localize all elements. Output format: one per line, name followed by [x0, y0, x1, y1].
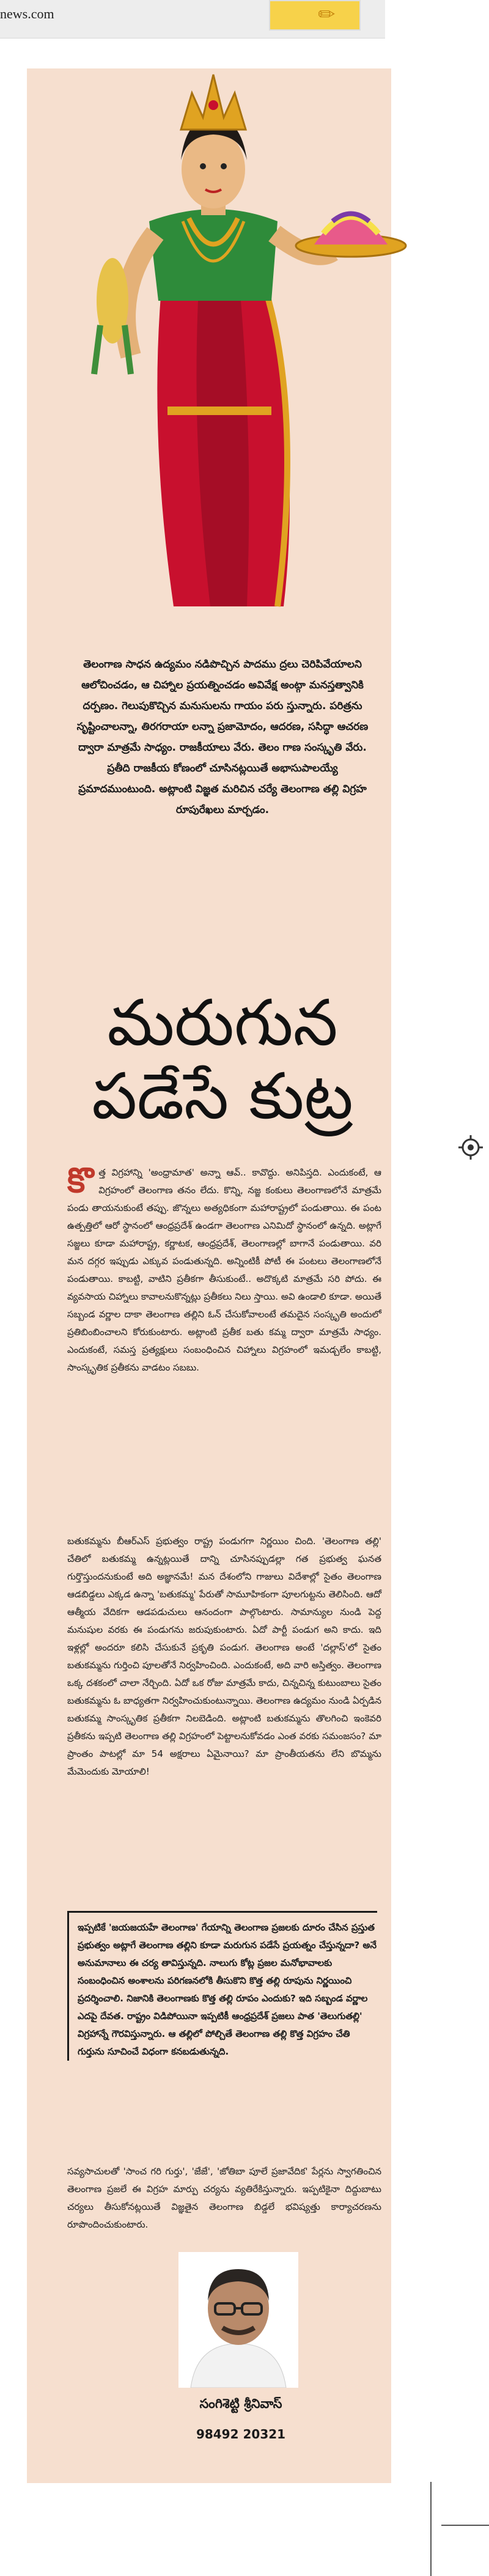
- crosshair-navigation-icon[interactable]: [457, 1134, 484, 1161]
- author-phone: 98492 20321: [196, 2427, 286, 2442]
- body-paragraph-3: సవ్యసాచులతో 'సాంచ గరి గుర్తు', 'జేజే', 'జోతిబా పూలే ప్రజావేదిక' పేర్లను స్వాగతించిన తెలంగాణ ప్రజలే ఈ విగ్రహ మార్పు చర్యను వ్యతిరేకిస్తున్నారు. ఇప్పటికైనా దిద్దుబాటు చర్యలు తీసుకోనట్లయితే విజ్ఞతైన తెలంగాణ బిడ్డలే భవిష్యత్తు కార్యాచరణను రూపొందించుకుంటారు.: [67, 2166, 381, 2230]
- body-paragraph-2: బతుకమ్మను బీఆర్ఎస్ ప్రభుత్వం రాష్ట్ర పండుగగా నిర్ణయిం చింది. 'తెలంగాణ తల్లి' చేతిలో బతుకమ్మ ఉన్నట్లయితే దాన్ని చూసినప్పుడల్లా గత ప్రభుత్వ ఘనత గుర్తొస్తుందనుకుంటే అది అజ్ఞానమే! మన దేశంలోని గాజులు విదేశాల్లో సైతం తెలంగాణ ఆడబిడ్డలు ఎక్కడ ఉన్నా 'బతుకమ్మ' పేరుతో సామూహికంగా పూలగుట్టను తెలిసింది. ఆదో ఆత్మీయ వేదికగా ఆడపడుచులు ఆనందంగా పాల్గొంటారు. సామాన్యుల నుండి పెద్ద మనుషుల వరకు ఈ పండుగను జరుపుకుంటారు. ఏదో పార్టీ పండుగ అని కాదు. ఇది ఇళ్లల్లో అందరూ కలిసి చేసుకునే ప్రకృతి పండుగ. తెలంగాణ అంటే 'దల్లాస్'లో సైతం బతుకమ్మను గుర్తించి పూలతోనే నిర్వహించింది. ఎందుకంటే, అది వారి అస్తిత్వం. తెలంగాణ ఒక్క దశకంలో చాలా నేర్చింది. ఏదో ఒక రోజు మాత్రమే కాదు, చిన్నచిన్న కుటుంబాలు సైతం బతుకమ్మను ఓ బాధ్యతగా నిర్వహించుకుంటున్నాయి. తెలంగాణ ఉద్యమం నుండి ఏర్పడిన బతుకమ్మ సాంస్కృతిక ప్రతీకగా నిలబెడింది. అట్లాంటి బతుకమ్మను తొలగించి ఇంకెవరి ప్రతీకను ఇప్పటి తెలంగాణ తల్లి విగ్రహంలో పెట్టాలనుకోవడం ఎంత వరకు సమంజసం? మా ప్రాంతం పాటల్లో మా 54 అక్షరాలు ఏమైనాయి? మా ప్రాంతీయతను లేని బొమ్మను మేమెందుకు మోయాలి!: [67, 1536, 381, 1777]
- drop-cap: కొ: [67, 1161, 94, 1201]
- top-bar: [0, 0, 385, 39]
- body-paragraph-1-text: త్త విగ్రహాన్ని 'అంధ్రామాత' అన్నా ఆవ్.. కావొద్దు. అనిపిస్తది. ఎందుకంటే, ఆ విగ్రహంలో తెలంగాణ తనం లేదు. కొన్ని, నజ్జ కంకులు తెలంగాణలోనే మాత్రమే పండు తాయనుకుంటే తప్పు. జొన్నలు అత్యధికంగా మహారాష్ట్రలో పండుతాయి. ఈ పంట ఉత్పత్తిలో ఆరో స్థానంలో ఆంధ్రప్రదేశ్ ఉండగా తెలంగాణ ఎనిమిదో స్థానంలో ఉన్నది. అట్లాగే సజ్జలు కూడా మహారాష్ట్ర, కర్ణాటక, ఆంధ్రప్రదేశ్, తెలంగాణల్లో బాగానే పండుతాయి. వరి మన దగ్గర ఇప్పుడు ఎక్కువ పండుతున్నది. అన్నింటికీ పోటీ ఈ పంటలు తెలంగాణలోనే పండుతాయి. కాబట్టి, వాటిని ప్రతీకగా తీసుకుంటే.. అదొక్కటి మాత్రమే సరి పోదు. ఈ వ్యవసాయ చిహ్నాలు కావాలనుకొన్నట్లు ప్రతీకలు నిలు స్తాయి. అవి ఉండాలి కూడా. అయితే సబ్బండ వర్ణాల దాకా తెలంగాణ తల్లిని ఓన్ చేసుకోవాలంటే తమదైన సంస్కృతి అందులో ప్రతిబింబించాలని కోరుకుంటారు. అట్లాంటి ప్రతీక బతు కమ్మ ద్వారా మాత్రమే సాధ్యం. ఎందుకంటే, సమస్త ప్రత్యక్షులు సంబంధించిన చిహ్నాలు విగ్రహంలో ఇమడ్చలేం కాబట్టి, సాంస్కృతిక ప్రతీకను వాడటం సబబు.: [67, 1167, 381, 1373]
- page-divider-vertical: [430, 2482, 432, 2576]
- author-photo: [178, 2252, 298, 2388]
- lead-paragraph: తెలంగాణ సాధన ఉద్యమం నడిపొచ్చిన పాదము ద్రలు చెరిపివేయాలని ఆలోచించడం, ఆ చిహ్నాల ప్రయత్నించడం అవివేక్ష అంట్గా మనస్తత్వానికి దర్పణం. గెలుపుకొచ్చిన మనుసులను గాయం పరు స్తున్నారు. పరిత్రను సృష్టించాలన్నా, తిరగరాయా లన్నా ప్రజామోదం, ఆదరణ, ససిద్ధా ఆచరణ ద్వారా మాత్రమే సాధ్యం. రాజకీయాలు వేరు. తెలం గాణ సంస్కృతి వేరు. ప్రతీది రాజకీయ కోణంలో చూసినట్లయితే అభాసుపాలయ్యే ప్రమాదముంటుంది. అట్లాంటి విజ్ఞత మరిచిన చర్యే తెలంగాణ తల్లి విగ్రహ రూపురేఖలు మార్చడం.: [76, 658, 369, 816]
- headline-line-2: పడేసే కుట్ర: [92, 1059, 353, 1133]
- headline-line-1: మరుగున: [107, 985, 338, 1060]
- goddess-illustration-icon: [45, 68, 412, 637]
- top-thumbnail[interactable]: [269, 0, 361, 31]
- site-name[interactable]: news.com: [0, 6, 54, 21]
- body-paragraph-1: [67, 1161, 381, 1377]
- author-name: సంగిశెట్టి శ్రీనివాస్: [199, 2396, 282, 2411]
- page-divider-horizontal: [441, 2525, 489, 2526]
- callout-box: ఇప్పటికే 'జయజయహే తెలంగాణ' గేయాన్ని తెలంగాణ ప్రజలకు దూరం చేసిన ప్రస్తుత ప్రభుత్వం అట్లాగే తెలంగాణ తల్లిని కూడా మరుగున పడేసే ప్రయత్నం చేస్తున్నదా? అనే అనుమానాలు ఈ చర్య తావిస్తున్నది. నాలుగు కోట్ల ప్రజల మనోభావాలకు సంబంధించిన అంశాలను పరిగణనలోకి తీసుకొని కొత్త తల్లి రూపును నిర్ణయించి ప్రదర్శించాలి. నిజానికి తెలంగాణకు కొత్త తల్లి రూపం ఎందుకు? ఇది సబ్బండ వర్ణాల ఎదపై దేవత. రాష్ట్రం విడిపోయినా ఇప్పటికీ ఆంధ్రప్రదేశ్ ప్రజలు పాత 'తెలుగుతల్లి' విగ్రహాన్నే గౌరవిస్తున్నారు. ఆ తల్లిలో పోల్చితే తెలంగాణ తల్లి కొత్త విగ్రహం చేతి గుర్తును సూచించే విధంగా కనబడుతున్నది.: [67, 1911, 377, 2061]
- pencil-icon: ✏: [318, 2, 336, 27]
- article-panel: [27, 68, 391, 2483]
